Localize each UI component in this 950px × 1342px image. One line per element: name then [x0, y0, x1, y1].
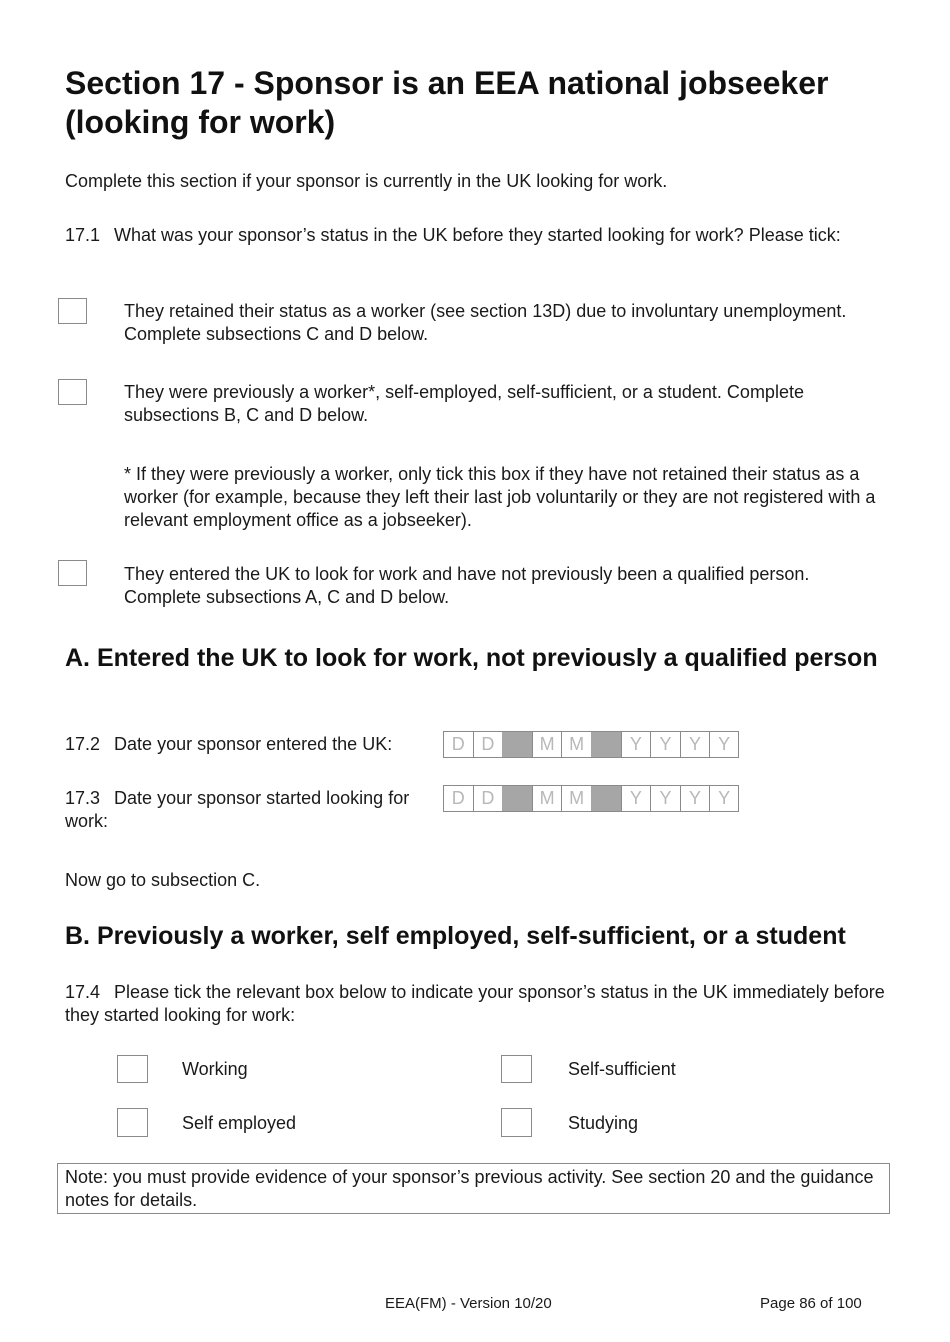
year-digit-2[interactable]: Y	[650, 786, 680, 811]
month-digit-1[interactable]: M	[532, 786, 562, 811]
date-separator	[502, 732, 532, 757]
section-title: Section 17 - Sponsor is an EEA national jobseeker (looking for work)	[65, 65, 829, 140]
label-studying: Studying	[568, 1113, 639, 1133]
day-digit-2[interactable]: D	[473, 732, 503, 757]
year-digit-4[interactable]: Y	[709, 732, 739, 757]
footnote-previously-worker: * If they were previously a worker, only tick this box if they have not retained their status as a worker (for example, because they left their last job voluntarily or they are not registered with a relevant employment office as a jobseeker).	[124, 464, 876, 530]
date-separator	[591, 786, 621, 811]
checkbox-self-employed[interactable]	[117, 1108, 148, 1137]
day-digit-1[interactable]: D	[443, 732, 473, 757]
go-to-subsection-c: Now go to subsection C.	[65, 870, 261, 890]
date-started-looking-input[interactable]	[443, 785, 739, 812]
day-digit-1[interactable]: D	[443, 786, 473, 811]
evidence-note: Note: you must provide evidence of your sponsor’s previous activity. See section 20 and the guidance notes for details.	[57, 1163, 890, 1214]
question-number: 17.1	[65, 225, 101, 245]
question-number: 17.2	[65, 734, 101, 754]
month-digit-2[interactable]: M	[561, 786, 591, 811]
checkbox-entered-to-look-for-work[interactable]	[58, 560, 87, 586]
question-17-1	[65, 224, 895, 247]
question-number: 17.4	[65, 982, 101, 1002]
question-number: 17.3	[65, 788, 101, 808]
checkbox-previously-worker[interactable]	[58, 379, 87, 405]
year-digit-1[interactable]: Y	[621, 732, 651, 757]
form-version: EEA(FM) - Version 10/20	[385, 1295, 552, 1312]
date-separator	[502, 786, 532, 811]
question-text: Please tick the relevant box below to indicate your sponsor’s status in the UK immediately before they started looking for work:	[65, 982, 885, 1025]
year-digit-3[interactable]: Y	[680, 786, 710, 811]
date-separator	[591, 732, 621, 757]
subsection-a-heading: A. Entered the UK to look for work, not previously a qualified person	[65, 644, 878, 672]
checkbox-retained-worker[interactable]	[58, 298, 87, 324]
month-digit-2[interactable]: M	[561, 732, 591, 757]
question-17-3	[65, 787, 445, 833]
option-entered-to-look-for-work: They entered the UK to look for work and have not previously been a qualified person. Complete subsections A, C and D below.	[124, 564, 810, 607]
page-number: Page 86 of 100	[760, 1295, 862, 1312]
option-previously-worker: They were previously a worker*, self-employed, self-sufficient, or a student. Complete subsections B, C and D below.	[124, 382, 804, 425]
question-text: What was your sponsor’s status in the UK before they started looking for work? Please tick:	[114, 225, 841, 245]
day-digit-2[interactable]: D	[473, 786, 503, 811]
checkbox-self-sufficient[interactable]	[501, 1055, 532, 1083]
checkbox-working[interactable]	[117, 1055, 148, 1083]
year-digit-2[interactable]: Y	[650, 732, 680, 757]
label-self-employed: Self employed	[182, 1113, 297, 1133]
date-entered-uk-input[interactable]	[443, 731, 739, 758]
subsection-b-heading: B. Previously a worker, self employed, self-sufficient, or a student	[65, 922, 846, 950]
year-digit-3[interactable]: Y	[680, 732, 710, 757]
option-retained-worker: They retained their status as a worker (see section 13D) due to involuntary unemployment. Complete subsections C and D below.	[124, 301, 847, 344]
question-text: Date your sponsor entered the UK:	[114, 734, 393, 754]
year-digit-4[interactable]: Y	[709, 786, 739, 811]
question-text: Date your sponsor started looking for work:	[65, 788, 410, 831]
question-17-2	[65, 733, 445, 756]
checkbox-studying[interactable]	[501, 1108, 532, 1137]
month-digit-1[interactable]: M	[532, 732, 562, 757]
question-17-4	[65, 981, 895, 1027]
label-self-sufficient: Self-sufficient	[568, 1059, 676, 1079]
label-working: Working	[182, 1059, 248, 1079]
section-intro: Complete this section if your sponsor is currently in the UK looking for work.	[65, 171, 668, 191]
year-digit-1[interactable]: Y	[621, 786, 651, 811]
